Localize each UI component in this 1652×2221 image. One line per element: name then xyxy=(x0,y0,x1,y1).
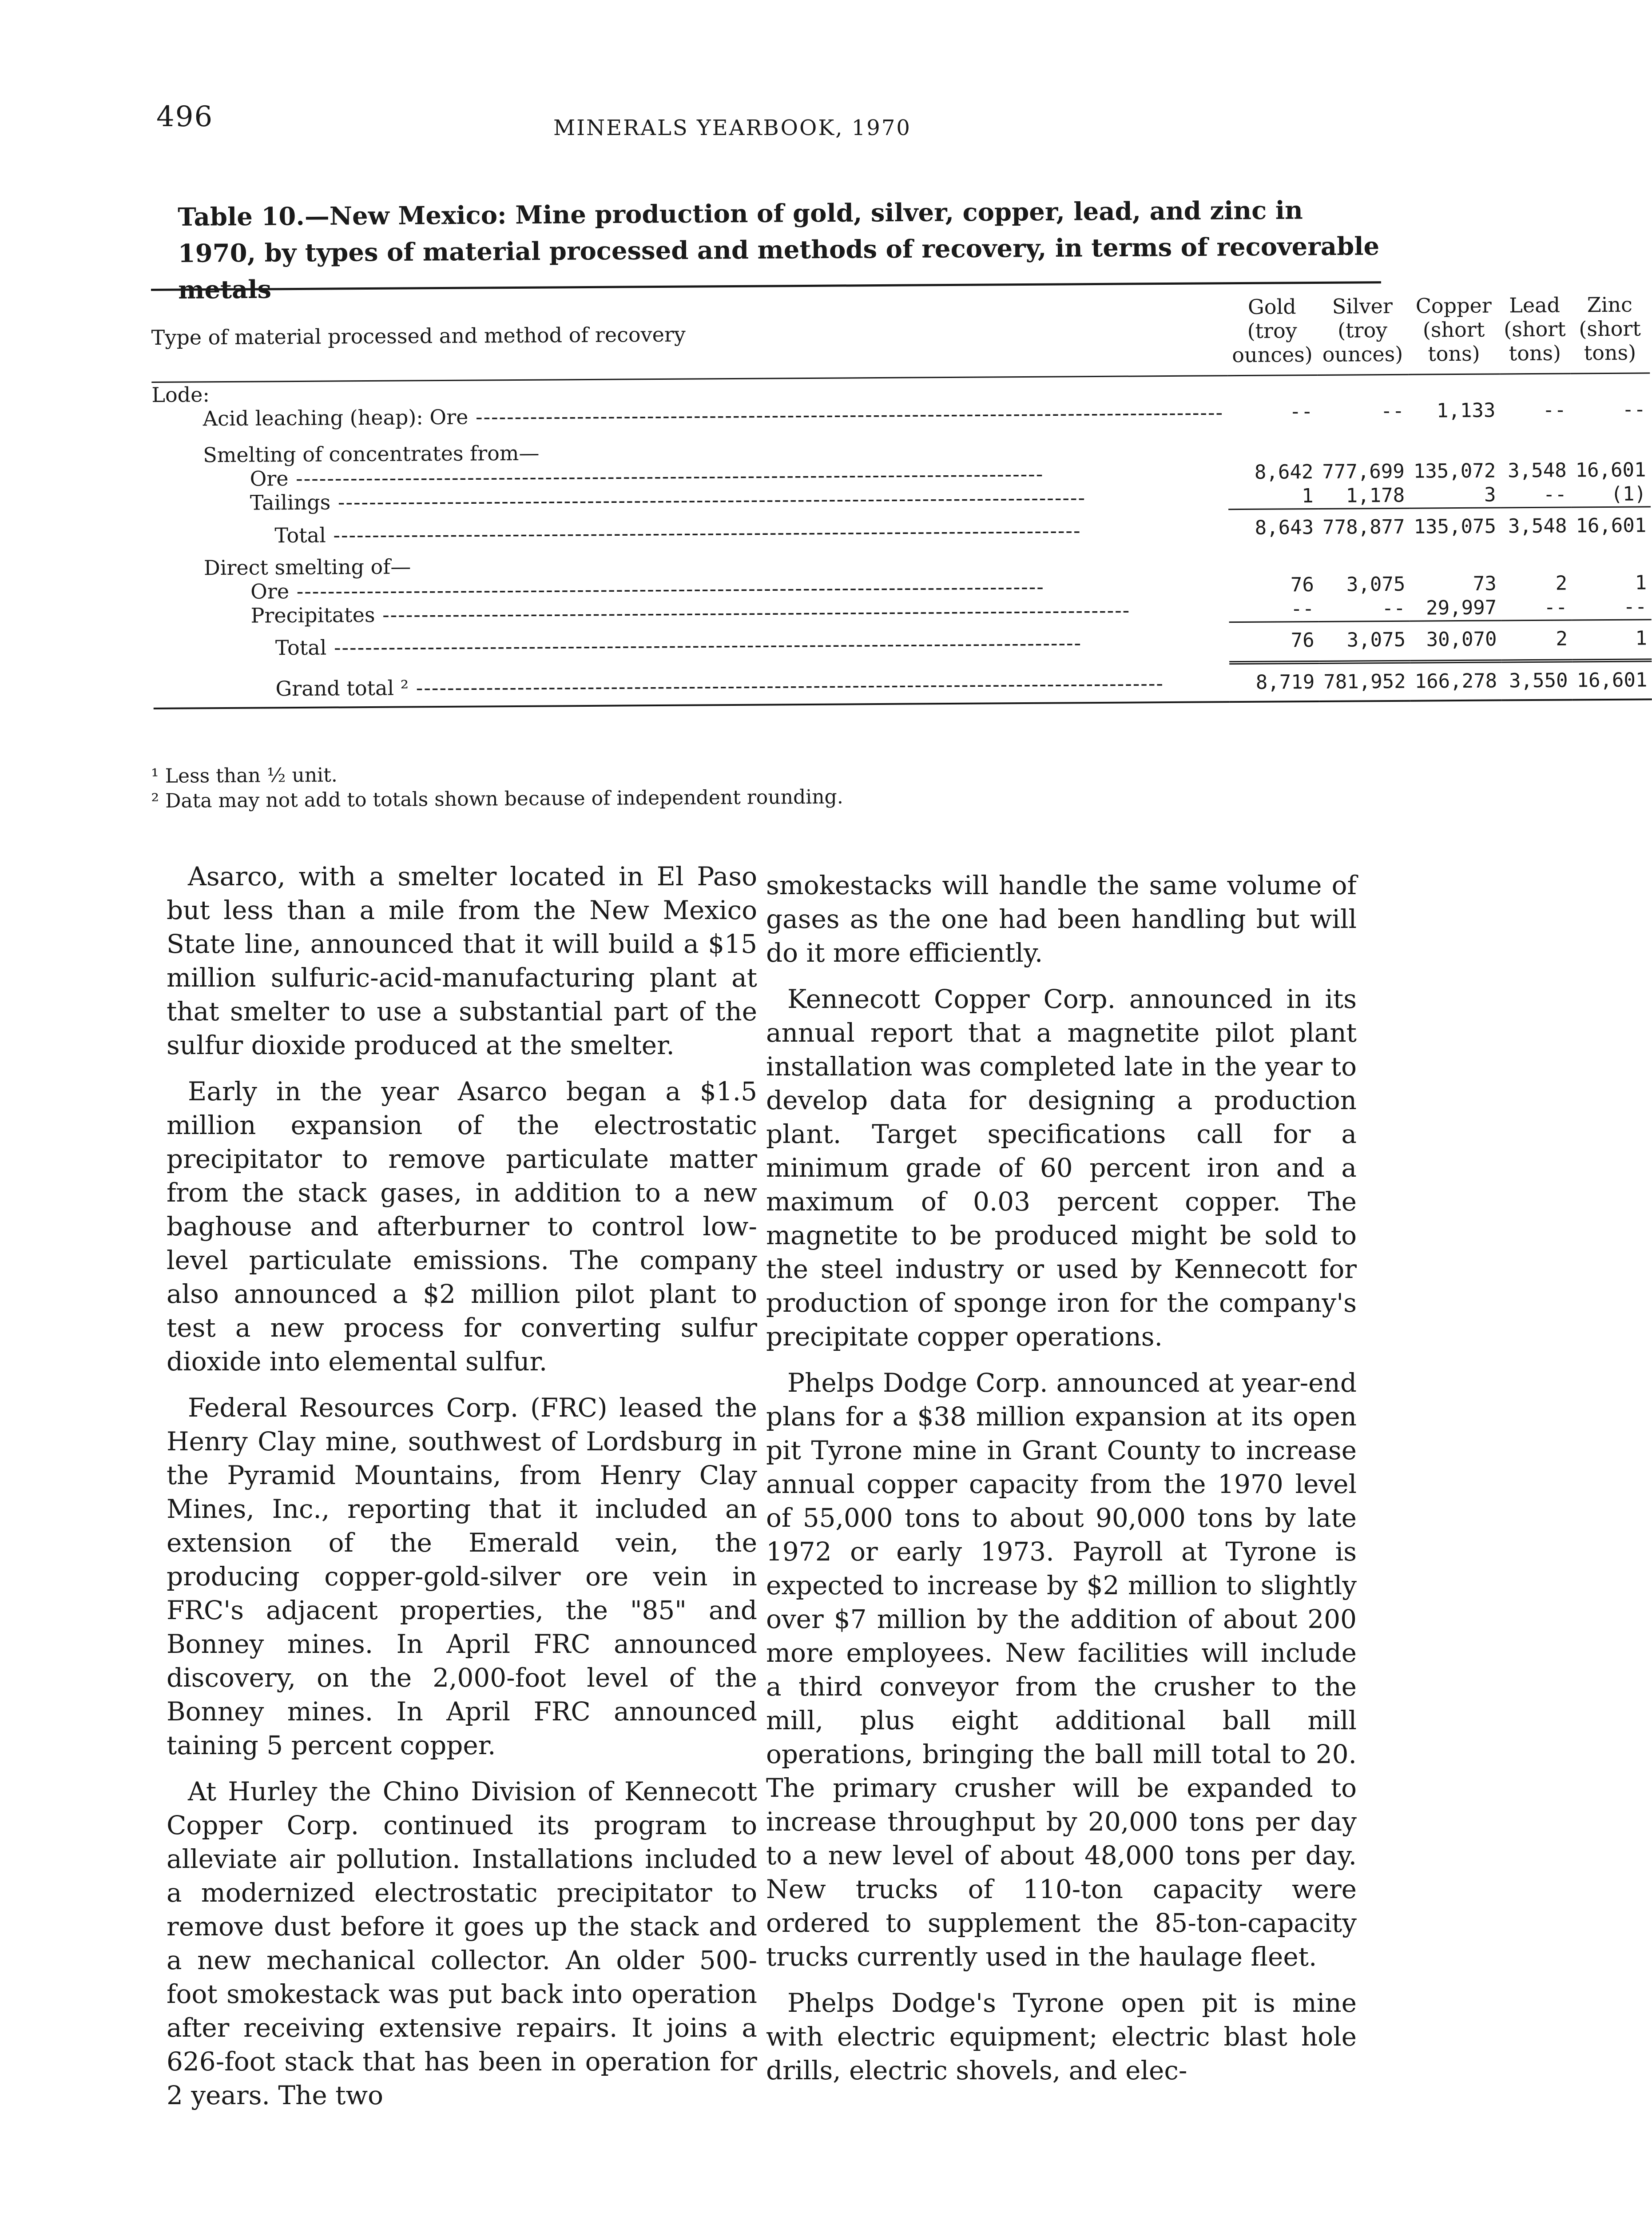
data-table xyxy=(151,282,1652,709)
col-header-zinc: Zinc (short tons) xyxy=(1570,282,1650,374)
col-header-lead: Lead (short tons) xyxy=(1499,282,1571,374)
cell-silver: 778,877 xyxy=(1318,508,1410,549)
cell-lead: -- xyxy=(1544,596,1568,619)
paragraph: Kennecott Copper Corp. announced in its annual report that a magnetite pilot plant installation was completed late in the year to develop data for designing a production plant. Target specifications call for a minimum grade of 60 percent iron and a maximum of 0.03 percent copper. The magnetite to be produced might be sold to the steel industry or used by Kennecott for production of sponge iron for the company's precipitate copper operations. xyxy=(766,984,1357,1352)
cell-silver: 777,699 xyxy=(1322,460,1405,483)
cell-copper: 73 xyxy=(1473,572,1497,595)
cell-lead: 2 xyxy=(1555,572,1568,595)
cell-copper: 166,278 xyxy=(1410,661,1501,701)
cell-zinc: -- xyxy=(1622,398,1646,421)
row-label: Direct smelting of— xyxy=(203,554,411,580)
text-column-left xyxy=(167,860,757,2125)
table-caption-label: Table 10.—New Mexico: xyxy=(178,200,507,232)
col-header-silver: Silver (troy ounces) xyxy=(1317,283,1409,375)
cell-zinc: 16,601 xyxy=(1571,507,1651,547)
row-label: Smelting of concentrates from— xyxy=(203,441,540,467)
cell-silver: 781,952 xyxy=(1319,661,1410,701)
cell-gold: 8,719 xyxy=(1230,662,1319,701)
footnote: ² Data may not add to totals shown because of independent rounding. xyxy=(151,785,843,812)
cell-zinc: 1 xyxy=(1635,571,1647,594)
row-label: Total ----- xyxy=(153,622,1230,669)
cell-lead: 3,548 xyxy=(1507,459,1567,482)
paragraph: Phelps Dodge Corp. announced at year-end plans for a $38 million expansion at its open pit Tyrone mine in Grant County to increase annual copper capacity from the 1970 level of 55,000 tons to about 90,000 tons by late 1972 or early 1973. Payroll at Tyrone is expected to increase by $2 million to slightly over $7 million by the addition of about 200 more employees. New facilities will include a third conveyor from the crusher to the mill, plus eight additional ball mill operations, bringing the ball mill total to 20. The primary crusher will be expanded to increase throughput by 20,000 tons per day to a new level of about 48,000 tons per day. New trucks of 110-ton capacity were ordered to supplement the 85-ton-capacity trucks currently used in the haulage fleet. xyxy=(766,1368,1357,1972)
cell-zinc: 1 xyxy=(1572,619,1652,661)
row-label: Acid leaching (heap): Ore ----- xyxy=(152,400,1228,431)
header-row xyxy=(151,282,1650,382)
paragraph: Federal Resources Corp. (FRC) leased the Henry Clay mine, southwest of Lordsburg in the Pyramid Mountains, from Henry Clay Mines, Inc., reporting that it included an extension of the Emerald vein, the producing copper-gold-silver ore vein in FRC's adjacent properties, the "85" and Bonney mines. In April FRC announced discovery, on the 2,000-foot level of the Bonney mines. In April FRC announced taining 5 percent copper. xyxy=(167,1393,757,1760)
row-label: Ore ----- xyxy=(153,573,1229,604)
cell-lead: -- xyxy=(1543,483,1567,506)
row-label: Total ----- xyxy=(152,509,1229,556)
row-label: Tailings ----- xyxy=(152,485,1229,516)
cell-zinc: (1) xyxy=(1611,482,1647,505)
col-header-copper: Copper (short tons) xyxy=(1408,283,1500,374)
paragraph: At Hurley the Chino Division of Kennecott Copper Corp. continued its program to alleviate air pollution. Installations included a modernized electrostatic precipitator to remove dust before it goes up the stack and a new mechanical collector. An older 500-foot smokestack was put back into operation after receiving extensive repairs. It joins a 626-foot stack that has been in operation for 2 years. The two xyxy=(167,1776,757,2110)
page-number: 496 xyxy=(156,100,214,133)
cell-silver: 3,075 xyxy=(1346,573,1406,596)
paragraph: smokestacks will handle the same volume of gases as the one had been handling but will do it more efficiently. xyxy=(766,870,1357,968)
cell-zinc: 16,601 xyxy=(1575,458,1646,482)
cell-lead: 3,550 xyxy=(1501,661,1573,700)
text-column-right xyxy=(766,868,1357,2100)
row-label: Grand total ² ----- xyxy=(153,663,1230,708)
row-label: Ore ----- xyxy=(152,461,1228,491)
cell-lead: -- xyxy=(1542,398,1566,422)
footnote: ¹ Less than ½ unit. xyxy=(151,764,338,788)
table-caption-text: Mine production of gold, silver, copper, lead, and zinc in 1970, by types of material processed and methods of recovery, in terms of recoverable metals xyxy=(178,195,1380,305)
cell-gold: 76 xyxy=(1290,573,1314,596)
cell-copper: 1,133 xyxy=(1436,399,1496,422)
paragraph: Asarco, with a smelter located in El Paso but less than a mile from the New Mexico State line, announced that it will build a $15 million sulfuric-acid-manufacturing plant at that smelter to use a substantial part of the sulfur dioxide produced at the smelter. xyxy=(167,861,757,1060)
cell-copper: 29,997 xyxy=(1426,596,1497,619)
cell-gold: 1 xyxy=(1302,485,1314,508)
cell-gold: 76 xyxy=(1229,621,1319,663)
cell-gold: 8,642 xyxy=(1254,461,1314,484)
cell-gold: -- xyxy=(1291,597,1314,620)
cell-zinc: -- xyxy=(1623,595,1647,618)
cell-gold: 8,643 xyxy=(1228,509,1318,549)
cell-lead: 3,548 xyxy=(1501,507,1572,548)
table-footnotes xyxy=(151,760,843,814)
row-label: Lode: xyxy=(151,382,210,407)
production-table xyxy=(151,281,1648,709)
cell-copper: 135,075 xyxy=(1409,508,1501,548)
cell-silver: -- xyxy=(1382,597,1406,620)
cell-copper: 135,072 xyxy=(1413,459,1496,483)
cell-silver: 3,075 xyxy=(1318,621,1410,662)
col-header-gold: Gold (troy ounces) xyxy=(1227,284,1317,376)
row-label: Precipitates ----- xyxy=(153,597,1229,629)
cell-silver: -- xyxy=(1380,399,1405,423)
paragraph: Phelps Dodge's Tyrone open pit is mine with electric equipment; electric blast hole drills, electric shovels, and elec- xyxy=(766,1988,1357,2086)
col-header-type: Type of material processed and method of recovery xyxy=(151,284,1228,382)
cell-copper: 3 xyxy=(1484,483,1496,506)
paragraph: Early in the year Asarco began a $1.5 million expansion of the electrostatic precipitator to remove particulate matter from the stack gases, in addition to a new baghouse and afterburner to control low-level particulate emissions. The company also announced a $2 million pilot plant to test a new process for converting sulfur dioxide into elemental sulfur. xyxy=(167,1076,757,1377)
cell-zinc: 16,601 xyxy=(1572,660,1652,700)
running-title: MINERALS YEARBOOK, 1970 xyxy=(553,115,911,140)
cell-lead: 2 xyxy=(1501,620,1572,661)
cell-copper: 30,070 xyxy=(1410,620,1501,661)
cell-gold: -- xyxy=(1289,400,1313,423)
cell-silver: 1,178 xyxy=(1346,484,1405,507)
